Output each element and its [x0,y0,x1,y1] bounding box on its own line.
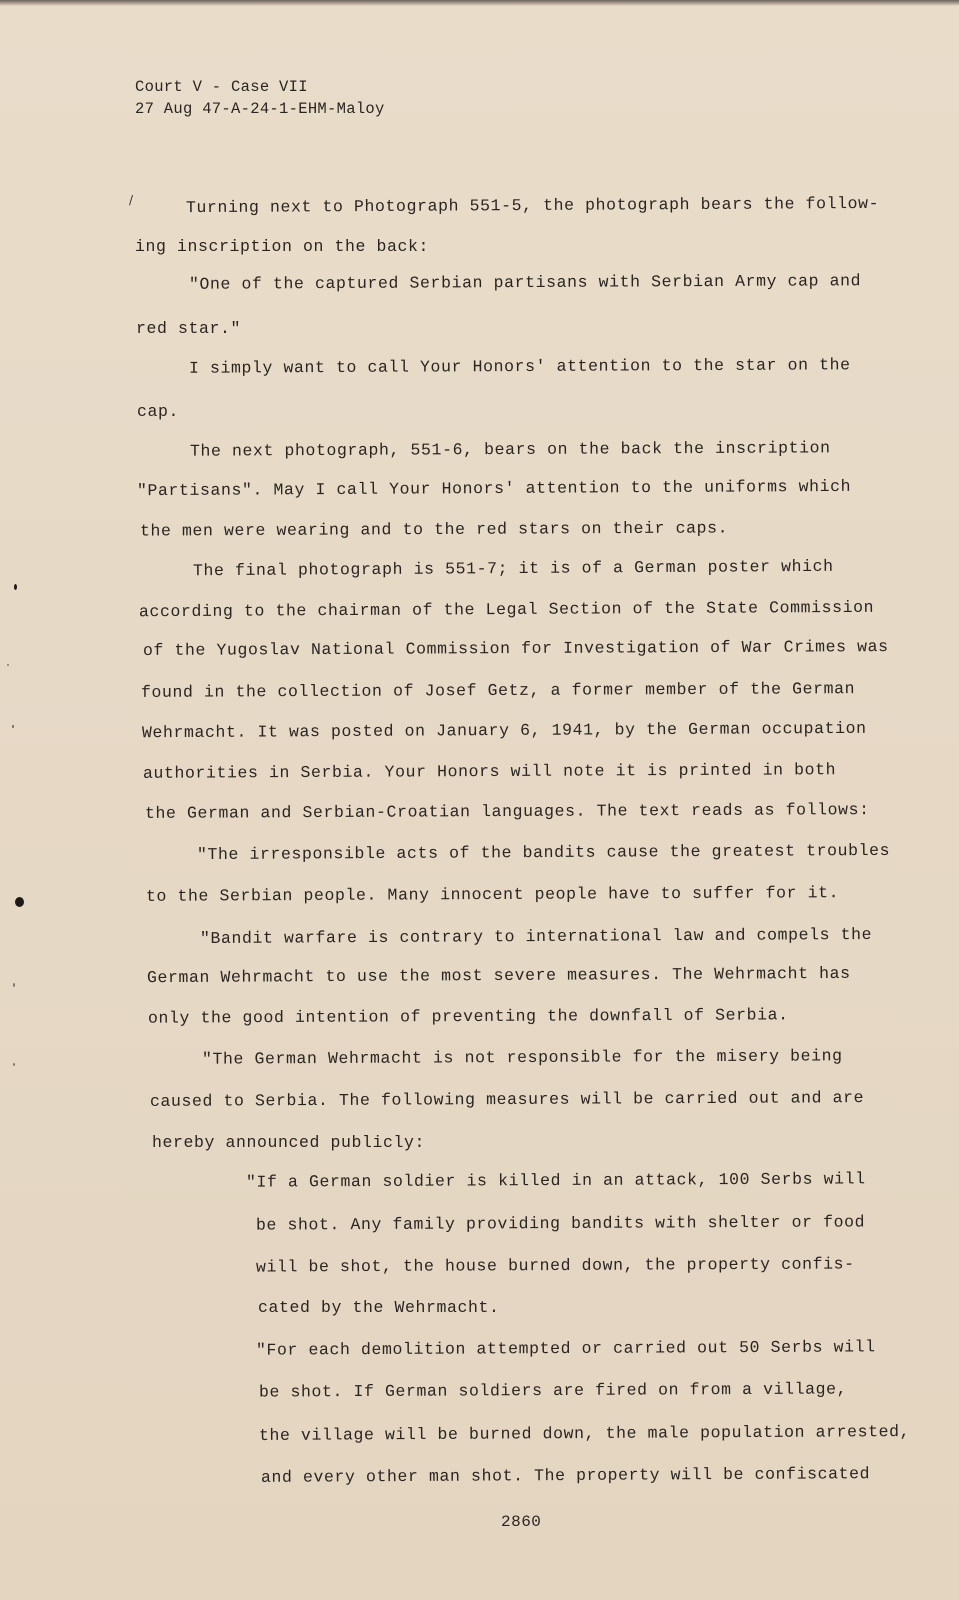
body-line: "Bandit warfare is contrary to international law and compels the [199,924,873,949]
ink-speck [7,664,9,666]
header-court-case: Court V - Case VII [135,78,308,96]
body-line: be shot. Any family providing bandits with shelter or food [255,1212,866,1235]
body-line: the German and Serbian-Croatian languages. The text reads as follows: [144,800,870,823]
body-line: will be shot, the house burned down, the property confis- [255,1254,855,1277]
body-line: only the good intention of preventing the downfall of Serbia. [147,1005,789,1028]
ink-speck [14,584,17,590]
body-line: "The German Wehrmacht is not responsible for the misery being [201,1046,843,1069]
body-line: The next photograph, 551-6, bears on the back the inscription [189,438,831,461]
body-line: the men were wearing and to the red stars on their caps. [139,518,729,541]
body-line: "For each demolition attempted or carried out 50 Serbs will [255,1337,876,1360]
body-line: found in the collection of Josef Getz, a former member of the German [140,679,856,702]
body-line: caused to Serbia. The following measures will be carried out and are [149,1088,865,1111]
body-line: cap. [137,402,180,421]
body-line: authorities in Serbia. Your Honors will note it is printed in both [142,760,837,783]
ink-speck [13,1063,15,1066]
body-line: to the Serbian people. Many innocent people have to suffer for it. [145,883,840,906]
body-line: German Wehrmacht to use the most severe measures. The Wehrmacht has [146,963,851,988]
body-line: of the Yugoslav National Commission for Investigation of War Crimes was [142,637,889,660]
ink-speck [12,725,14,728]
body-line: I simply want to call Your Honors' attention to the star on the [188,355,851,378]
body-line: cated by the Wehrmacht. [258,1298,500,1317]
body-line: be shot. If German soldiers are fired on from a village, [258,1379,848,1402]
margin-tick-mark: / [129,193,134,207]
ink-speck [15,897,24,907]
body-line: the village will be burned down, the male population arrested, [258,1422,911,1445]
page-number: 2860 [501,1513,542,1531]
body-line: The final photograph is 551-7; it is of a German poster which [192,556,834,581]
body-line: and every other man shot. The property will be confiscated [260,1464,871,1487]
ink-speck [13,983,15,987]
body-line: Wehrmacht. It was posted on January 6, 1941, by the German occupation [141,718,867,743]
body-line: "If a German soldier is killed in an attack, 100 Serbs will [245,1169,866,1192]
body-line: ing inscription on the back: [135,237,430,256]
body-line: Turning next to Photograph 551-5, the photograph bears the follow- [185,193,880,218]
body-line: "The irresponsible acts of the bandits cause the greatest troubles [196,840,891,865]
body-line: "One of the captured Serbian partisans with Serbian Army cap and [188,271,862,294]
body-line: red star." [136,319,242,338]
body-line: according to the chairman of the Legal Section of the State Commission [138,597,875,622]
header-date-reference: 27 Aug 47-A-24-1-EHM-Maloy [135,100,385,118]
body-line: "Partisans". May I call Your Honors' attention to the uniforms which [136,476,852,501]
body-line: hereby announced publicly: [152,1133,426,1152]
